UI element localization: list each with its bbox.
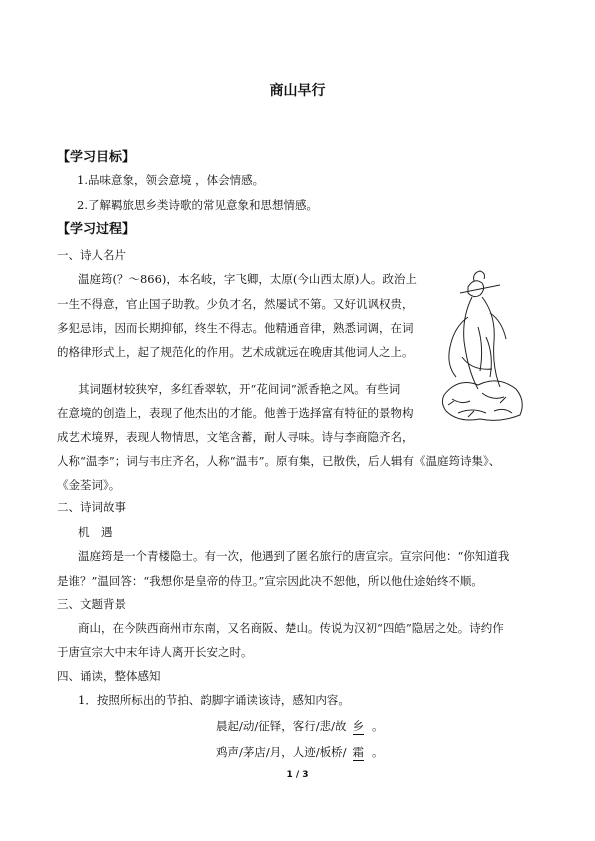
section-heading-goals: 【学习目标】 xyxy=(57,150,136,165)
poem-line-1-rhyme: 乡 xyxy=(352,719,364,733)
poet-style-line-2: 在意境的创造上，表现了他杰出的才能。他善于选择富有特征的景物构 xyxy=(57,406,414,420)
poem-line-2-rhyme: 霜 xyxy=(352,745,364,759)
section-heading-process: 【学习过程】 xyxy=(57,222,136,237)
recitation-instruction: 1．按照所标出的节拍、韵脚字诵读该诗，感知内容。 xyxy=(78,693,350,707)
story-line-2: 是谁？”温回答：“我想你是皇帝的侍卫。”宣宗因此决不恕他，所以他仕途始终不顺。 xyxy=(57,574,483,588)
story-subtitle: 机 遇 xyxy=(78,525,113,539)
poet-bio-line-2: 一生不得意，官止国子助教。少负才名，然屡试不第。又好讥讽权贵， xyxy=(57,297,414,311)
subheading-background: 三、文题背景 xyxy=(57,597,126,611)
poem-line-2-text: 鸡声/茅店/月，人迹/板桥/ xyxy=(216,745,347,759)
poet-bio-line-4: 的格律形式上，起了规范化的作用。艺术成就远在晚唐其他词人之上。 xyxy=(57,345,414,359)
poet-portrait-illustration xyxy=(438,267,530,427)
page-number: 1 / 3 xyxy=(286,770,309,780)
poet-style-line-4: 人称“温李”；词与韦庄齐名，人称“温韦”。原有集，已散佚，后人辑有《温庭筠诗集》、 xyxy=(57,454,501,468)
background-line-2: 于唐宣宗大中末年诗人离开长安之时。 xyxy=(57,645,253,659)
subheading-poem-story: 二、诗词故事 xyxy=(57,500,126,514)
poet-style-line-3: 成艺术境界，表现人物情思，文笔含蓄，耐人寻味。诗与李商隐齐名， xyxy=(57,430,414,444)
portrait-drawing xyxy=(438,267,530,427)
story-line-1: 温庭筠是一个青楼隐士。有一次，他遇到了匿名旅行的唐宣宗。宣宗问他：“你知道我 xyxy=(78,549,510,563)
subheading-recitation: 四、诵读，整体感知 xyxy=(57,669,161,683)
goal-item-2: 2.了解羁旅思乡类诗歌的常见意象和思想情感。 xyxy=(77,198,318,212)
poem-line-1-end: 。 xyxy=(372,719,384,733)
background-line-1: 商山，在今陕西商州市东南，又名商阪、楚山。传说为汉初“四皓”隐居之处。诗约作 xyxy=(78,621,504,635)
goal-item-1: 1.品味意象，领会意境 ，体会情感。 xyxy=(77,173,265,187)
poet-bio-line-3: 多犯忌讳，因而长期抑郁，终生不得志。他精通音律，熟悉词调，在词 xyxy=(57,321,414,335)
poet-style-line-1: 其词题材较狭窄，多红香翠软，开“花间词”派香艳之风。有些词 xyxy=(78,382,401,396)
subheading-poet-card: 一、诗人名片 xyxy=(57,248,126,262)
page-title: 商山早行 xyxy=(269,83,326,99)
poem-line-1 xyxy=(216,718,384,735)
poet-bio-line-1: 温庭筠(？～866)，本名岐，字飞卿，太原(今山西太原)人。政治上 xyxy=(78,272,417,286)
poet-style-line-5: 《金荃词》。 xyxy=(57,478,121,492)
poem-line-1-text: 晨起/动/征铎，客行/悲/故 xyxy=(216,719,347,733)
poem-line-2-end: 。 xyxy=(372,745,384,759)
poem-line-2 xyxy=(216,744,384,761)
